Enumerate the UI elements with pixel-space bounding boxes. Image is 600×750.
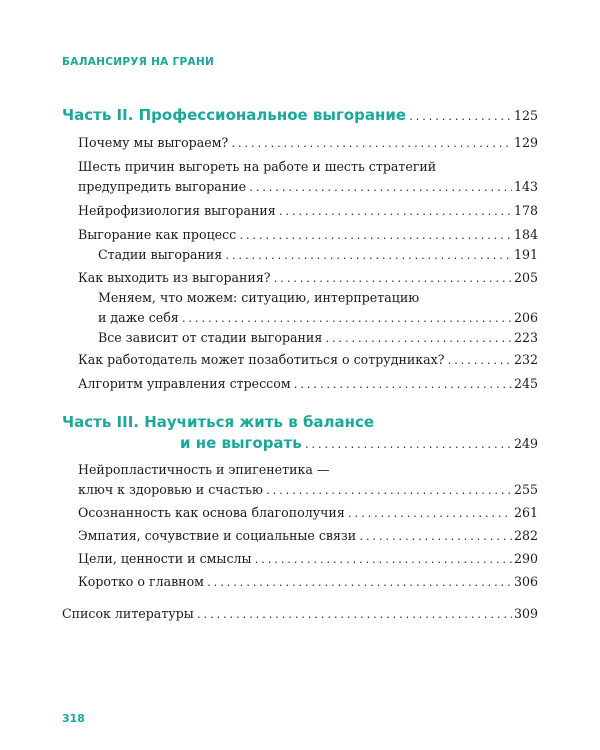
dot-leader xyxy=(206,578,512,589)
toc-entry-page: 290 xyxy=(513,551,538,566)
toc-entry-page: 261 xyxy=(513,505,538,520)
toc-part-3-title-line2: и не выгорать xyxy=(180,434,302,452)
toc-part-2[interactable] xyxy=(62,106,538,124)
dot-leader xyxy=(347,509,512,520)
toc-entry-title: ключ к здоровью и счастью xyxy=(78,482,263,497)
page-number: 318 xyxy=(62,712,85,725)
running-head: БАЛАНСИРУЯ НА ГРАНИ xyxy=(62,56,215,68)
toc-entry-title: Алгоритм управления стрессом xyxy=(78,376,291,391)
toc-entry-page: 184 xyxy=(513,227,538,242)
toc-entry-page: 191 xyxy=(513,247,538,262)
toc-entry-stress-algorithm[interactable] xyxy=(78,376,538,391)
toc-part-2-page: 125 xyxy=(513,108,538,123)
toc-entry-employer[interactable] xyxy=(78,352,538,367)
toc-entry-page: 282 xyxy=(513,528,538,543)
dot-leader xyxy=(324,334,512,345)
dot-leader xyxy=(224,251,512,262)
toc-entry-burnout-stages[interactable] xyxy=(98,247,538,262)
toc-entry-title: Почему мы выгораем? xyxy=(78,135,229,150)
toc-entry-page: 178 xyxy=(513,203,538,218)
toc-entry-title: Осознанность как основа благополучия xyxy=(78,505,345,520)
toc-entry-mindfulness[interactable] xyxy=(78,505,538,520)
toc-entry-title: Стадии выгорания xyxy=(98,247,223,262)
toc-entry-change[interactable] xyxy=(98,310,538,325)
dot-leader xyxy=(304,440,512,451)
dot-leader xyxy=(230,139,512,150)
toc-entry-title: Как выходить из выгорания? xyxy=(78,270,271,285)
dot-leader xyxy=(254,555,512,566)
dot-leader xyxy=(293,380,512,391)
toc-entry-six-reasons-line1[interactable]: Шесть причин выгореть на работе и шесть стратегий xyxy=(78,159,437,174)
toc-entry-title: Все зависит от стадии выгорания xyxy=(98,330,323,345)
toc-part-3-title-line1[interactable]: Часть III. Научиться жить в балансе xyxy=(62,413,375,431)
toc-entry-page: 143 xyxy=(513,179,538,194)
toc-entry-summary[interactable] xyxy=(78,574,538,589)
toc-entry-page: 205 xyxy=(513,270,538,285)
dot-leader xyxy=(265,486,512,497)
toc-entry-burnout-process[interactable] xyxy=(78,227,538,242)
toc-part-2-title: Часть II. Профессиональное выгорание xyxy=(62,106,406,124)
toc-entry-six-reasons[interactable] xyxy=(78,179,538,194)
toc-entry-title: Список литературы xyxy=(62,606,194,621)
toc-entry-title: Цели, ценности и смыслы xyxy=(78,551,252,566)
toc-entry-page: 245 xyxy=(513,376,538,391)
dot-leader xyxy=(181,314,512,325)
toc-entry-page: 129 xyxy=(513,135,538,150)
toc-entry-change-line1[interactable]: Меняем, что можем: ситуацию, интерпретацию xyxy=(98,290,420,305)
dot-leader xyxy=(358,532,512,543)
toc-entry-goals[interactable] xyxy=(78,551,538,566)
toc-entry-title: Коротко о главном xyxy=(78,574,204,589)
toc-entry-depends-on-stage[interactable] xyxy=(98,330,538,345)
toc-entry-title: Как работодатель может позаботиться о сотрудниках? xyxy=(78,352,445,367)
toc-entry-title: предупредить выгорание xyxy=(78,179,247,194)
toc-entry-neurophysiology[interactable] xyxy=(78,203,538,218)
toc-entry-exit-burnout[interactable] xyxy=(78,270,538,285)
toc-entry-page: 306 xyxy=(513,574,538,589)
dot-leader xyxy=(273,274,512,285)
toc-entry-title: и даже себя xyxy=(98,310,179,325)
toc-entry-neuroplasticity[interactable] xyxy=(78,482,538,497)
dot-leader xyxy=(248,183,512,194)
toc-part-3[interactable] xyxy=(180,434,538,452)
toc-entry-page: 206 xyxy=(513,310,538,325)
dot-leader xyxy=(196,610,512,621)
toc-entry-page: 232 xyxy=(513,352,538,367)
toc-entry-why-burnout[interactable] xyxy=(78,135,538,150)
dot-leader xyxy=(238,231,512,242)
toc-entry-page: 255 xyxy=(513,482,538,497)
toc-entry-title: Выгорание как процесс xyxy=(78,227,237,242)
toc-entry-title: Эмпатия, сочувствие и социальные связи xyxy=(78,528,357,543)
toc-entry-title: Нейрофизиология выгорания xyxy=(78,203,276,218)
toc-entry-page: 223 xyxy=(513,330,538,345)
toc-entry-neuroplasticity-line1[interactable]: Нейропластичность и эпигенетика — xyxy=(78,462,330,477)
toc-entry-page: 309 xyxy=(513,606,538,621)
dot-leader xyxy=(408,112,512,123)
dot-leader xyxy=(446,356,511,367)
toc-part-3-page: 249 xyxy=(513,436,538,451)
toc-entry-empathy[interactable] xyxy=(78,528,538,543)
dot-leader xyxy=(278,207,512,218)
toc-entry-bibliography[interactable] xyxy=(62,606,538,621)
